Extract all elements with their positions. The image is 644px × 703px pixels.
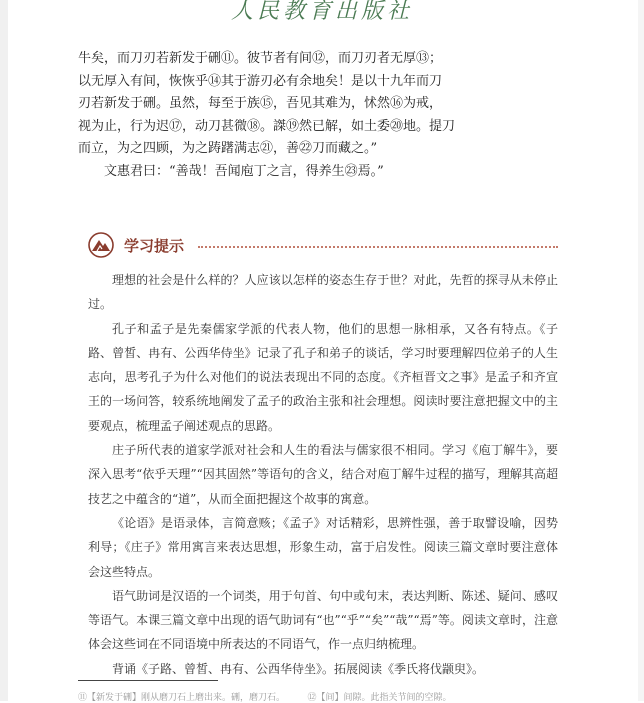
footnote: ⑪【新发于硎】刚从磨刀石上磨出来。硎，磨刀石。 ⑫【间】间隙。此指关节间的空隙。 <box>78 693 452 703</box>
text-line: 牛矣，而刀刃若新发于硎⑪。彼节者有间⑫，而刀刃者无厚⑬； <box>78 51 443 66</box>
page-edge-left <box>0 0 8 701</box>
study-hints-body <box>88 268 558 681</box>
section-title: 学习提示 <box>124 237 185 255</box>
text-line: 刃若新发于硎。虽然，每至于族⑮，吾见其难为，怵然⑯为戒， <box>78 96 443 111</box>
study-hints-heading <box>88 232 558 262</box>
mountain-icon <box>88 232 114 258</box>
text-line: 文惠君曰：“善哉！吾闻庖丁之言，得养生㉓焉。” <box>104 163 384 179</box>
text-line: 以无厚入有间，恢恢乎⑭其于游刃必有余地矣！是以十九年而刀 <box>78 73 443 89</box>
hint-paragraph: 理想的社会是什么样的？人应该以怎样的姿态生存于世？对此，先哲的探寻从未停止过。 <box>88 273 558 312</box>
hint-paragraph: 背诵《子路、曾皙、冉有、公西华侍坐》。拓展阅读《季氏将伐颛臾》。 <box>112 661 485 676</box>
text-line: 而立，为之四顾，为之踌躇满志㉑，善㉒刀而藏之。” <box>78 141 378 156</box>
hint-paragraph: 孔子和孟子是先秦儒家学派的代表人物，他们的思想一脉相承，又各有特点。《子路、曾皙、冉有、公西华侍坐》记录了孔子和弟子的谈话，学习时要理解四位弟子的人生志向，思考孔子为什么对他们的说法表现出不同的态度。《齐桓晋文之事》是孟子和齐宣王的一场问答，较系统地阐发了孟子的政治主张和社会理想。阅读时要注意把握文中的主要观点，梳理孟子阐述观点的思路。 <box>88 321 558 433</box>
footnote-rule <box>78 680 218 681</box>
classical-text <box>78 48 478 183</box>
hint-paragraph: 语气助词是汉语的一个词类，用于句首、句中或句末，表达判断、陈述、疑问、感叹等语气。本课三篇文章中出现的语气助词有“也”“乎”“矣”“哉”“焉”等。阅读文章时，注意体会这些词在不同语境中所表达的不同语气，作一点归纳梳理。 <box>88 588 558 652</box>
hint-paragraph: 《论语》是语录体，言简意赅；《孟子》对话精彩，思辨性强，善于取譬设喻，因势利导；《庄子》常用寓言来表达思想，形象生动，富于启发性。阅读三篇文章时要注意体会这些特点。 <box>88 515 558 579</box>
hint-paragraph: 庄子所代表的道家学派对社会和人生的看法与儒家很不相同。学习《庖丁解牛》，要深入思考“依乎天理”“因其固然”等语句的含义，结合对庖丁解牛过程的描写，理解其高超技艺之中蕴含的“道”，从而全面把握这个故事的寓意。 <box>88 443 558 506</box>
text-line: 视为止，行为迟⑰，动刀甚微⑱。謋⑲然已解，如土委⑳地。提刀 <box>78 118 456 134</box>
page-edge-right <box>638 0 644 701</box>
dotted-divider <box>198 246 558 248</box>
publisher-logo: 人民教育出版社 <box>230 0 413 24</box>
